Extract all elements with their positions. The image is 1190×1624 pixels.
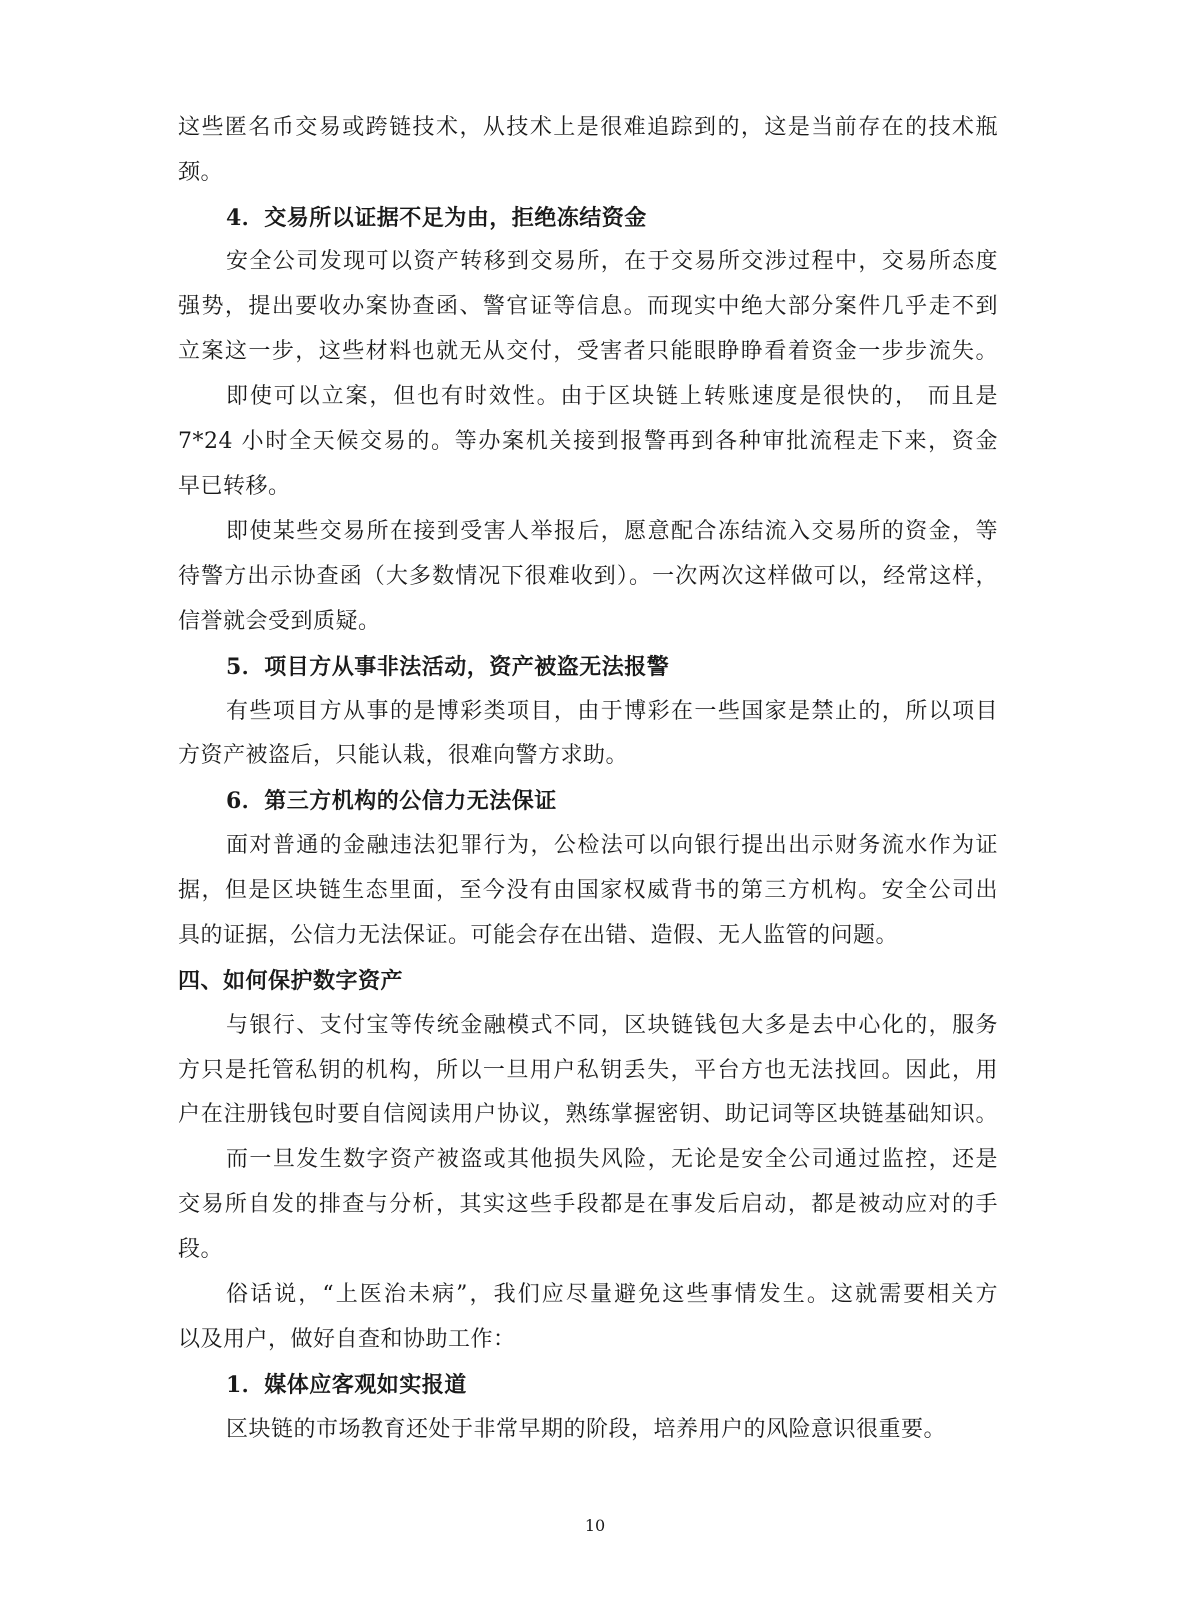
paragraph-line: 待警方出示协查函（大多数情况下很难收到）。一次两次这样做可以，经常这样， [178, 564, 998, 589]
subheading-1: 1．媒体应客观如实报道 [226, 1372, 467, 1398]
paragraph-line: 具的证据，公信力无法保证。可能会存在出错、造假、无人监管的问题。 [178, 923, 899, 948]
paragraph-line: 颈。 [178, 160, 224, 185]
subheading-5: 5．项目方从事非法活动，资产被盗无法报警 [226, 654, 670, 680]
paragraph-line: 有些项目方从事的是博彩类项目，由于博彩在一些国家是禁止的，所以项目 [226, 699, 998, 724]
paragraph-line: 区块链的市场教育还处于非常早期的阶段，培养用户的风险意识很重要。 [226, 1417, 947, 1442]
paragraph-line: 据，但是区块链生态里面，至今没有由国家权威背书的第三方机构。安全公司出 [178, 878, 998, 903]
paragraph-line: 信誉就会受到质疑。 [178, 609, 381, 634]
section-heading: 四、如何保护数字资产 [178, 968, 404, 994]
paragraph-line: 方只是托管私钥的机构，所以一旦用户私钥丢失，平台方也无法找回。因此，用 [178, 1058, 998, 1083]
paragraph-line: 7*24 小时全天候交易的。等办案机关接到报警再到各种审批流程走下来，资金 [178, 429, 998, 454]
paragraph-line: 以及用户，做好自查和协助工作： [178, 1327, 516, 1352]
paragraph-line: 这些匿名币交易或跨链技术，从技术上是很难追踪到的，这是当前存在的技术瓶 [178, 115, 998, 140]
subheading-6: 6．第三方机构的公信力无法保证 [226, 788, 557, 814]
paragraph-line: 俗话说，“上医治未病”，我们应尽量避免这些事情发生。这就需要相关方 [226, 1282, 998, 1307]
paragraph-line: 立案这一步，这些材料也就无从交付，受害者只能眼睁睁看着资金一步步流失。 [178, 339, 998, 364]
paragraph-line: 早已转移。 [178, 474, 291, 499]
paragraph-line: 方资产被盗后，只能认栽，很难向警方求助。 [178, 743, 629, 768]
paragraph-line: 段。 [178, 1237, 224, 1262]
subheading-4: 4．交易所以证据不足为由，拒绝冻结资金 [226, 205, 647, 231]
paragraph-line: 而一旦发生数字资产被盗或其他损失风险，无论是安全公司通过监控，还是 [226, 1147, 998, 1172]
paragraph-line: 安全公司发现可以资产转移到交易所，在于交易所交涉过程中，交易所态度 [226, 249, 998, 274]
paragraph-line: 即使可以立案，但也有时效性。由于区块链上转账速度是很快的， 而且是 [226, 384, 998, 409]
page-number: 10 [584, 1516, 606, 1535]
paragraph-line: 与银行、支付宝等传统金融模式不同，区块链钱包大多是去中心化的，服务 [226, 1013, 998, 1038]
paragraph-line: 即使某些交易所在接到受害人举报后，愿意配合冻结流入交易所的资金，等 [226, 519, 998, 544]
paragraph-line: 强势，提出要收办案协查函、警官证等信息。而现实中绝大部分案件几乎走不到 [178, 294, 998, 319]
paragraph-line: 户在注册钱包时要自信阅读用户协议，熟练掌握密钥、助记词等区块链基础知识。 [178, 1102, 998, 1127]
paragraph-line: 交易所自发的排查与分析，其实这些手段都是在事发后启动，都是被动应对的手 [178, 1192, 998, 1217]
paragraph-line: 面对普通的金融违法犯罪行为，公检法可以向银行提出出示财务流水作为证 [226, 833, 998, 858]
